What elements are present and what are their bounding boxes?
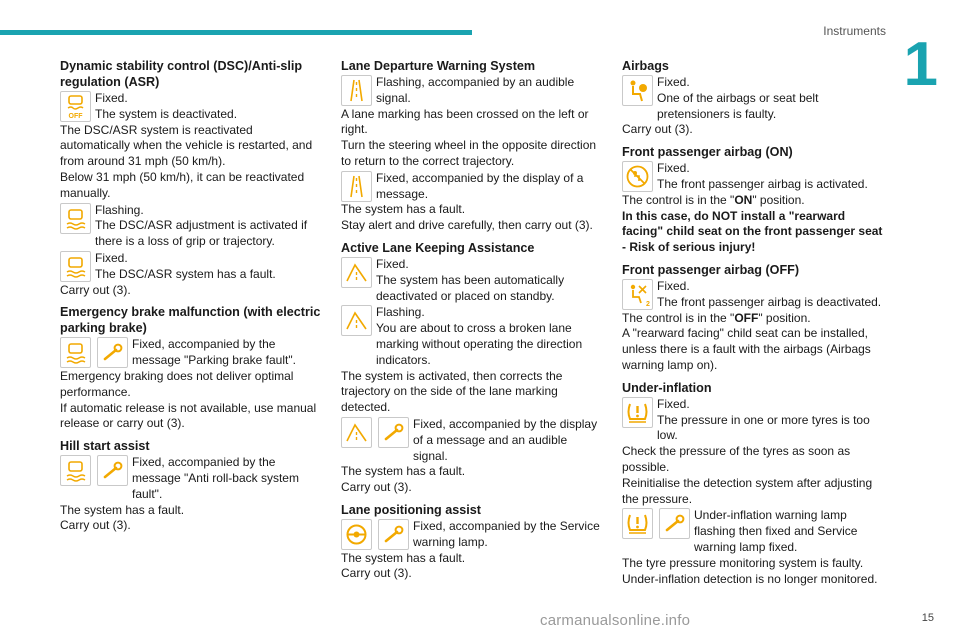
airbag-icon (622, 75, 653, 106)
column-middle: Lane Departure Warning System Flashing, accompanied by an audible signal. A lane marking has been crossed on the left or right. Turn the steering wheel in the opposite direction to return to the correct trajectory. Fixed, accompanied by the display of a message. The system has a fault. Stay alert and drive carefully, then carry out (3). Active Lane Keeping Assistance Fixed. The system has been automatically deactivated or placed on standby. Flashing. You are about to cross a broken lane marking without operating the direction indicators. The system is activated, then corrects the trajectory on the side of the lane marking detected. Fixed, accompanied by the display of a message and an audible signal. The system has a fault. Carry out (3). Lane positioning assist Fixed, accompanied by the Service warning lamp. The system has a fault. Carry out (3). (341, 58, 605, 582)
heading-airbags: Airbags (622, 59, 669, 73)
service-wrench-icon (97, 337, 128, 368)
dsc-icon (60, 337, 91, 368)
dsc-icon (60, 251, 91, 282)
page-number: 15 (921, 612, 934, 624)
svg-text:2: 2 (646, 300, 650, 308)
heading-lane-keeping: Active Lane Keeping Assistance (341, 240, 535, 255)
lane-departure-icon (341, 75, 372, 106)
tyre-underinflation-icon (622, 397, 653, 428)
service-wrench-icon (378, 417, 409, 448)
chapter-number: 1 (903, 30, 938, 99)
heading-lane-departure: Lane Departure Warning System (341, 59, 536, 73)
section-title: Instruments (823, 24, 886, 38)
dsc-icon (60, 455, 91, 486)
airbag-off-icon (622, 279, 653, 310)
dsc-off-icon (60, 91, 91, 122)
header-accent-bar (0, 30, 472, 35)
dsc-off-label: OFF (68, 113, 83, 120)
heading-dsc: Dynamic stability control (DSC)/Anti-slip regulation (ASR) (60, 59, 303, 89)
lane-positioning-icon (341, 519, 372, 550)
heading-hill-start: Hill start assist (60, 439, 150, 454)
lane-keeping-icon (341, 257, 372, 288)
airbag-on-icon (622, 161, 653, 192)
dsc-icon (60, 203, 91, 234)
watermark: carmanualsonline.info (540, 612, 691, 629)
service-wrench-icon (97, 455, 128, 486)
lane-departure-icon (341, 171, 372, 202)
column-left: Dynamic stability control (DSC)/Anti-slip regulation (ASR) OFF Fixed. The system is deactivated. The DSC/ASR system is reactivated automatically when the vehicle is restarted, and from around 31 mph (50 km/h). Below 31 mph (50 km/h), it can be reactivated manually. Flashing. The DSC/ASR adjustment is activated if there is a loss of grip or trajectory. Fixed. The DSC/ASR system has a fault. Carry out (3). Emergency brake malfunction (with electric parking brake) Fixed, accompanied by the message "Parking brake fault". Emergency braking does not deliver optimal performance. If automatic release is not available, use manual release or carry out (3). Hill start assist Fixed, accompanied by the message "Anti roll-back system fault". The system has a fault. Carry out (3). (60, 59, 321, 533)
lane-keeping-icon (341, 305, 372, 336)
heading-airbag-off: Front passenger airbag (OFF) (622, 262, 800, 277)
service-wrench-icon (659, 508, 690, 539)
airbag-warning: In this case, do NOT install a "rearward facing" child seat on the front passenger seat - Risk of serious injury! (622, 208, 883, 255)
service-wrench-icon (378, 519, 409, 550)
indicator-row: OFF Fixed. The system is deactivated. (60, 91, 322, 123)
heading-airbag-on: Front passenger airbag (ON) (622, 145, 793, 160)
heading-emergency-brake: Emergency brake malfunction (with electric parking brake) (60, 305, 321, 336)
tyre-underinflation-icon (622, 508, 653, 539)
column-right: Airbags Fixed. One of the airbags or seat belt pretensioners is faulty. Carry out (3). Front passenger airbag (ON) Fixed. The front passenger airbag is activated. The control is in the "ON" position. In this case, do NOT install a "rearward facing" child seat on the front passenger seat - Risk of serious injury! Front passenger airbag (OFF) 2 Fixed. The front passenger airbag is deactivated. The control is in the "OFF" position. A "rearward facing" child seat can be installed, unless there is a fault with the airbags (Airbags warning lamp on). Under-inflation Fixed. The pressure in one or more tyres is too low. Check the pressure of the tyres as soon as possible. Reinitialise the detection system after adjusting the pressure. Under-inflation warning lamp flashing then fixed and Service warning lamp fixed. The tyre pressure monitoring system is faulty. Under-inflation detection is no longer monitored. (622, 58, 887, 587)
heading-under-inflation: Under-inflation (622, 380, 712, 395)
lane-keeping-icon (341, 417, 372, 448)
heading-lane-positioning: Lane positioning assist (341, 502, 481, 517)
